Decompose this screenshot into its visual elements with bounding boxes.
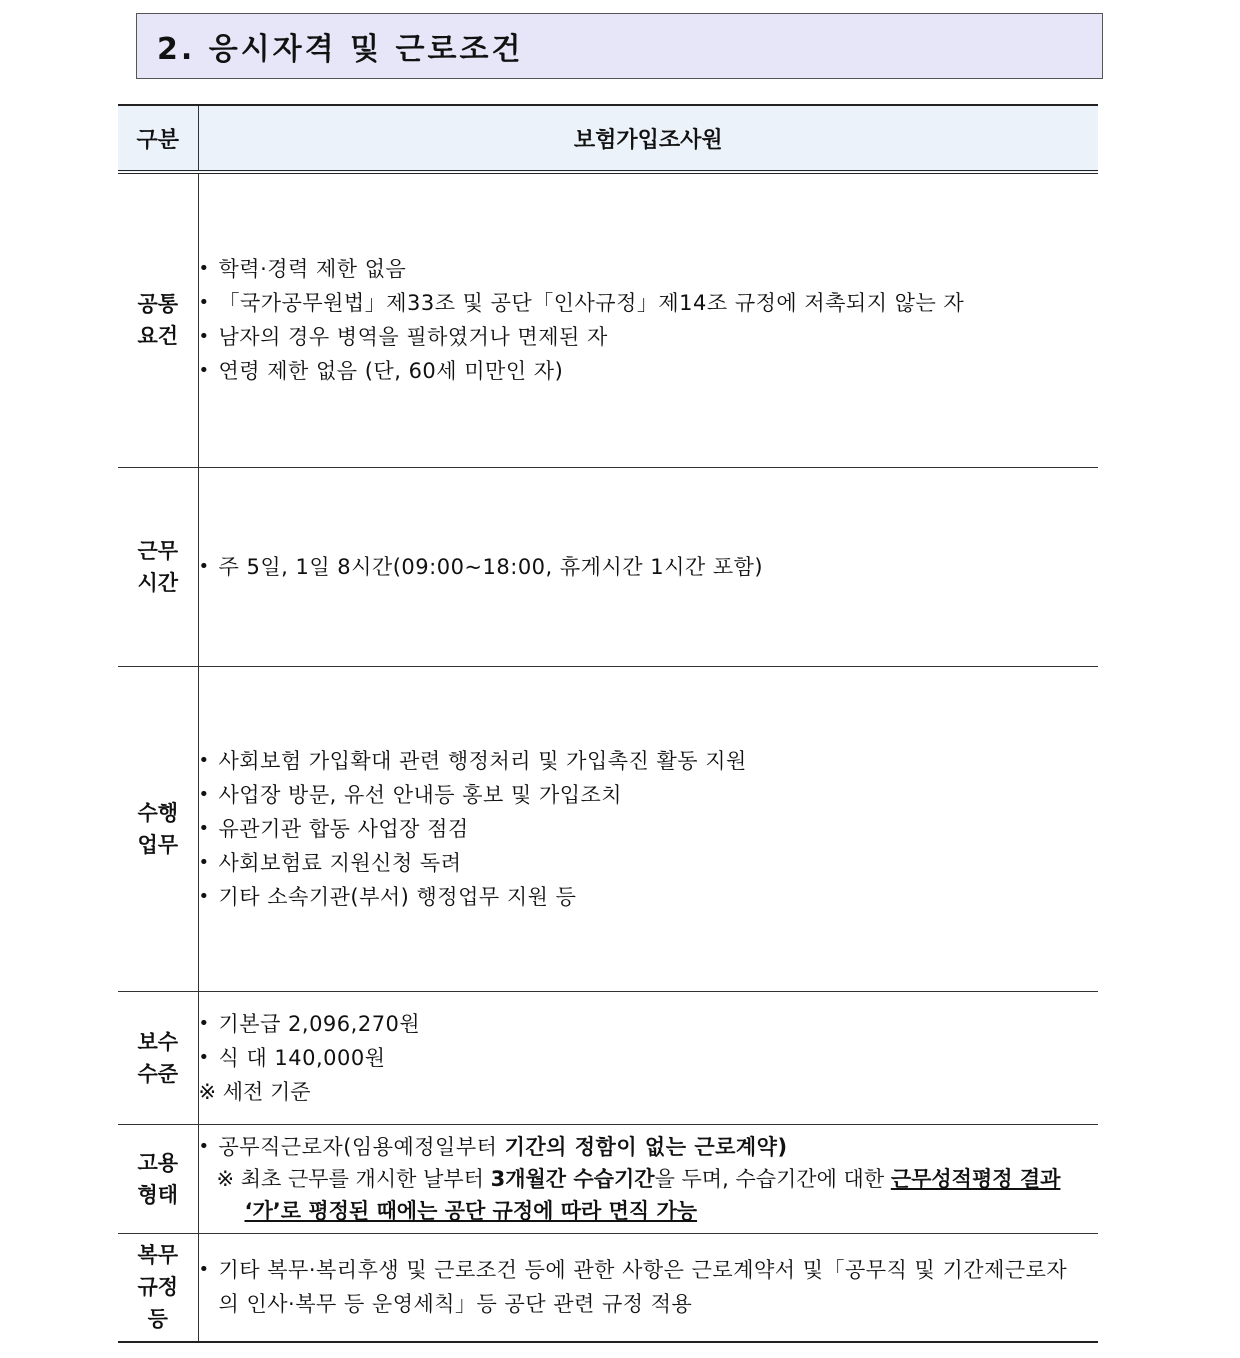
- header-category: 구분: [118, 105, 198, 172]
- list-item: • 기타 소속기관(부서) 행정업무 지원 등: [199, 880, 1099, 914]
- list-item: • 주 5일, 1일 8시간(09:00~18:00, 휴게시간 1시간 포함): [199, 550, 1099, 584]
- qualification-table: [118, 104, 1098, 1343]
- row-pay-level: [118, 991, 1098, 1124]
- row-service-rules: [118, 1233, 1098, 1342]
- content-common-requirements: [198, 172, 1098, 467]
- label-employment-type: 고용 형태: [118, 1124, 198, 1233]
- list-item: • 학력·경력 제한 없음: [199, 252, 1099, 286]
- list-item: • 「국가공무원법」제33조 및 공단「인사규정」제14조 규정에 저촉되지 않는 자: [199, 286, 1099, 320]
- content-pay-level: [198, 991, 1098, 1124]
- label-service-rules: 복무 규정 등: [118, 1233, 198, 1342]
- list-item: • 연령 제한 없음 (단, 60세 미만인 자): [199, 354, 1099, 388]
- row-duties: [118, 666, 1098, 991]
- list-item: • 식 대 140,000원: [199, 1041, 1099, 1075]
- table-header-row: [118, 105, 1098, 172]
- list-item: • 공무직근로자(임용예정일부터 기간의 정함이 없는 근로계약): [199, 1131, 1099, 1163]
- label-duties: 수행 업무: [118, 666, 198, 991]
- list-item: • 유관기관 합동 사업장 점검: [199, 812, 1099, 846]
- label-pay-level: 보수 수준: [118, 991, 198, 1124]
- content-duties: [198, 666, 1098, 991]
- list-item: • 사업장 방문, 유선 안내등 홍보 및 가입조치: [199, 778, 1099, 812]
- row-working-hours: [118, 467, 1098, 666]
- pay-note: ※ 세전 기준: [198, 1079, 311, 1104]
- list-item: • 기타 복무·복리후생 및 근로조건 등에 관한 사항은 근로계약서 및「공무직 및 기간제근로자의 인사·복무 등 운영세칙」등 공단 관련 규정 적용: [199, 1253, 1099, 1321]
- header-position: 보험가입조사원: [198, 105, 1098, 172]
- list-item: • 사회보험료 지원신청 독려: [199, 846, 1099, 880]
- content-service-rules: [198, 1233, 1098, 1342]
- row-employment-type: [118, 1124, 1098, 1233]
- content-working-hours: [198, 467, 1098, 666]
- list-item: • 기본급 2,096,270원: [199, 1007, 1099, 1041]
- label-working-hours: 근무 시간: [118, 467, 198, 666]
- list-item: • 남자의 경우 병역을 필하였거나 면제된 자: [199, 320, 1099, 354]
- probation-note: ※ 최초 근무를 개시한 날부터 3개월간 수습기간을 두며, 수습기간에 대한 근무성적평정 결과 ‘가’로 평정된 때에는 공단 규정에 따라 면직 가능: [216, 1166, 1061, 1223]
- row-common-requirements: [118, 172, 1098, 467]
- section-title: 2. 응시자격 및 근로조건: [136, 13, 1103, 79]
- content-employment-type: [198, 1124, 1098, 1233]
- label-common-requirements: 공통 요건: [118, 172, 198, 467]
- list-item: • 사회보험 가입확대 관련 행정처리 및 가입촉진 활동 지원: [199, 744, 1099, 778]
